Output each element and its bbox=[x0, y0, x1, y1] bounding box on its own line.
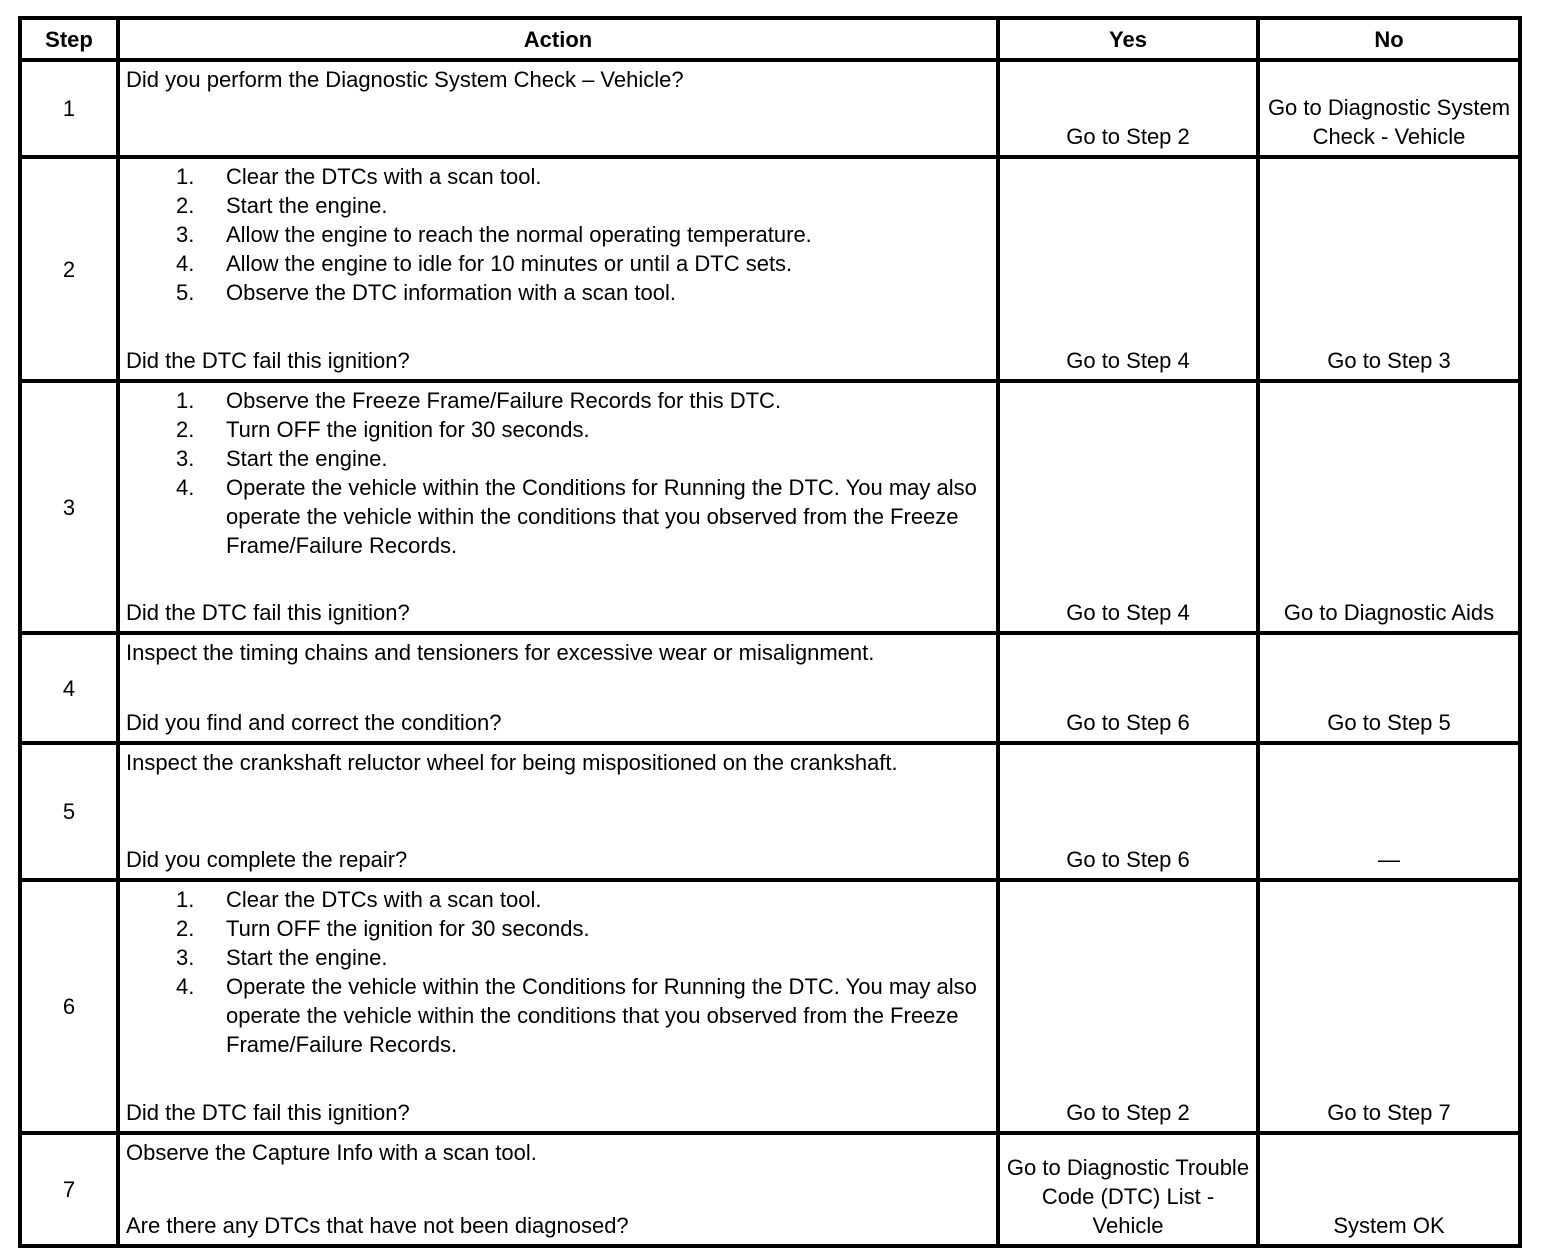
no-cell bbox=[1260, 745, 1518, 878]
list-item bbox=[126, 444, 990, 473]
action-text: Inspect the timing chains and tensioners for excessive wear or misalignment. bbox=[126, 640, 875, 665]
list-text: Start the engine. bbox=[226, 446, 388, 471]
list-item bbox=[126, 415, 990, 444]
action-text: Inspect the crankshaft reluctor wheel for being mispositioned on the crankshaft. bbox=[126, 750, 898, 775]
list-number: 1. bbox=[176, 388, 195, 413]
yes-cell bbox=[1000, 745, 1256, 878]
list-number: 4. bbox=[176, 475, 195, 500]
action-question: Did the DTC fail this ignition? bbox=[126, 600, 410, 625]
header-step: Step bbox=[22, 20, 116, 58]
list-text: Turn OFF the ignition for 30 seconds. bbox=[226, 417, 590, 442]
step-number: 4 bbox=[22, 635, 116, 741]
list-number: 4. bbox=[176, 251, 195, 276]
no-result: Go to Step 3 bbox=[1327, 348, 1451, 373]
list-number: 4. bbox=[176, 974, 195, 999]
yes-result: Go to Step 4 bbox=[1066, 348, 1190, 373]
list-item bbox=[126, 914, 990, 943]
yes-result: Go to Step 6 bbox=[1066, 710, 1190, 735]
yes-cell bbox=[1000, 383, 1256, 631]
list-number: 5. bbox=[176, 280, 195, 305]
yes-result: Go to Diagnostic Trouble Code (DTC) List - Vehicle bbox=[1006, 1155, 1250, 1238]
action-body bbox=[126, 162, 990, 307]
step-number: 7 bbox=[22, 1135, 116, 1244]
action-cell bbox=[120, 1135, 996, 1244]
yes-result: Go to Step 6 bbox=[1066, 847, 1190, 872]
no-result: Go to Step 7 bbox=[1327, 1100, 1451, 1125]
list-number: 3. bbox=[176, 446, 195, 471]
list-text: Operate the vehicle within the Conditions for Running the DTC. You may also operate the vehicle within the conditions that you observed from the Freeze Frame/Failure Records. bbox=[226, 974, 977, 1057]
action-body bbox=[126, 638, 990, 667]
yes-cell bbox=[1000, 159, 1256, 379]
list-item bbox=[126, 162, 990, 191]
list-number: 1. bbox=[176, 164, 195, 189]
step-number: 5 bbox=[22, 745, 116, 878]
yes-result: Go to Step 2 bbox=[1066, 1100, 1190, 1125]
yes-cell bbox=[1000, 62, 1256, 155]
no-cell bbox=[1260, 882, 1518, 1131]
list-item bbox=[126, 972, 990, 1059]
action-question: Did you find and correct the condition? bbox=[126, 710, 502, 735]
header-action: Action bbox=[120, 20, 996, 58]
no-cell bbox=[1260, 159, 1518, 379]
list-number: 1. bbox=[176, 887, 195, 912]
list-item bbox=[126, 191, 990, 220]
no-cell bbox=[1260, 383, 1518, 631]
list-number: 3. bbox=[176, 222, 195, 247]
list-item bbox=[126, 278, 990, 307]
list-text: Allow the engine to reach the normal operating temperature. bbox=[226, 222, 812, 247]
action-question: Did the DTC fail this ignition? bbox=[126, 1100, 410, 1125]
list-number: 3. bbox=[176, 945, 195, 970]
list-number: 2. bbox=[176, 916, 195, 941]
list-item bbox=[126, 943, 990, 972]
step-number: 1 bbox=[22, 62, 116, 155]
list-text: Start the engine. bbox=[226, 945, 388, 970]
yes-cell bbox=[1000, 882, 1256, 1131]
no-result: Go to Diagnostic Aids bbox=[1283, 600, 1495, 625]
action-question: Did the DTC fail this ignition? bbox=[126, 348, 410, 373]
list-item bbox=[126, 249, 990, 278]
action-question: Did you complete the repair? bbox=[126, 847, 408, 872]
action-text: Observe the Capture Info with a scan tool. bbox=[126, 1140, 537, 1165]
list-number: 2. bbox=[176, 417, 195, 442]
list-item bbox=[126, 386, 990, 415]
list-item bbox=[126, 885, 990, 914]
list-item bbox=[126, 220, 990, 249]
yes-result: Go to Step 2 bbox=[1066, 124, 1190, 149]
action-cell bbox=[120, 383, 996, 631]
action-body bbox=[126, 885, 990, 1059]
step-number: 3 bbox=[22, 383, 116, 631]
no-cell bbox=[1260, 1135, 1518, 1244]
action-cell bbox=[120, 635, 996, 741]
yes-cell bbox=[1000, 635, 1256, 741]
step-number: 6 bbox=[22, 882, 116, 1131]
diagnostic-table bbox=[18, 16, 1522, 1248]
action-steps-list bbox=[126, 885, 990, 1059]
action-cell bbox=[120, 159, 996, 379]
action-body bbox=[126, 1138, 990, 1167]
action-question: Are there any DTCs that have not been diagnosed? bbox=[126, 1213, 629, 1238]
list-text: Turn OFF the ignition for 30 seconds. bbox=[226, 916, 590, 941]
no-result: — bbox=[1378, 847, 1400, 872]
list-text: Observe the DTC information with a scan tool. bbox=[226, 280, 676, 305]
no-result: System OK bbox=[1333, 1213, 1445, 1238]
action-cell bbox=[120, 745, 996, 878]
list-number: 2. bbox=[176, 193, 195, 218]
action-body bbox=[126, 386, 990, 560]
list-text: Operate the vehicle within the Conditions for Running the DTC. You may also operate the vehicle within the conditions that you observed from the Freeze Frame/Failure Records. bbox=[226, 475, 977, 558]
no-cell bbox=[1260, 635, 1518, 741]
list-text: Clear the DTCs with a scan tool. bbox=[226, 164, 542, 189]
no-result: Go to Diagnostic System Check - Vehicle bbox=[1267, 95, 1511, 149]
action-cell bbox=[120, 882, 996, 1131]
list-text: Allow the engine to idle for 10 minutes or until a DTC sets. bbox=[226, 251, 793, 276]
header-yes: Yes bbox=[1000, 20, 1256, 58]
action-cell bbox=[120, 62, 996, 155]
action-steps-list bbox=[126, 386, 990, 560]
step-number: 2 bbox=[22, 159, 116, 379]
list-text: Start the engine. bbox=[226, 193, 388, 218]
action-steps-list bbox=[126, 162, 990, 307]
no-cell bbox=[1260, 62, 1518, 155]
list-text: Observe the Freeze Frame/Failure Records for this DTC. bbox=[226, 388, 782, 413]
yes-cell bbox=[1000, 1135, 1256, 1244]
action-text: Did you perform the Diagnostic System Check – Vehicle? bbox=[126, 67, 684, 92]
yes-result: Go to Step 4 bbox=[1066, 600, 1190, 625]
action-body bbox=[126, 65, 990, 94]
list-item bbox=[126, 473, 990, 560]
action-body bbox=[126, 748, 990, 777]
list-text: Clear the DTCs with a scan tool. bbox=[226, 887, 542, 912]
header-no: No bbox=[1260, 20, 1518, 58]
no-result: Go to Step 5 bbox=[1327, 710, 1451, 735]
